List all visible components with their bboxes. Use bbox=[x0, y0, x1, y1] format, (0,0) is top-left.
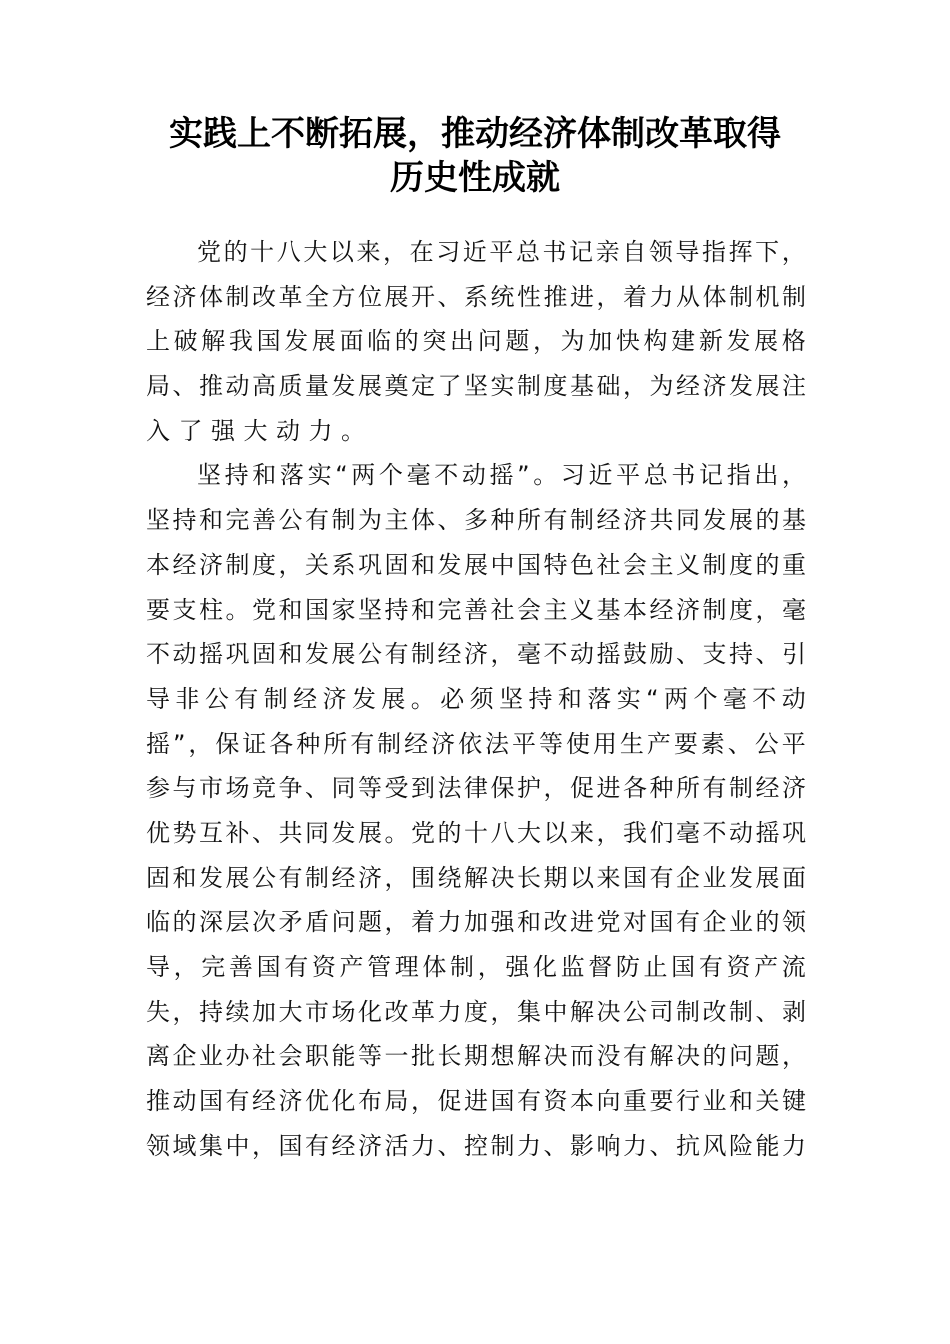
paragraph-line: 领 域 集 中 ， 国 有 经 济 活 力 、 控 制 力 、 影 响 力 、 抗 风 险 能 力 bbox=[146, 1131, 806, 1160]
title-line-2: 历史性成就 bbox=[390, 158, 560, 198]
paragraph-line: 经 济 体 制 改 革 全 方 位 展 开 、 系 统 性 推 进 ， 着 力 从 体 制 机 制 bbox=[146, 282, 806, 311]
paragraph-line: 摇 ” ， 保 证 各 种 所 有 制 经 济 依 法 平 等 使 用 生 产 要 素 、 公 平 bbox=[146, 729, 806, 758]
paragraph-line: 不 动 摇 巩 固 和 发 展 公 有 制 经 济 ， 毫 不 动 摇 鼓 励 、 支 持 、 引 bbox=[146, 640, 806, 669]
paragraph-line: 导 非 公 有 制 经 济 发 展 。 必 须 坚 持 和 落 实 “ 两 个 毫 不 动 bbox=[146, 684, 806, 713]
paragraph-line: 导 ， 完 善 国 有 资 产 管 理 体 制 ， 强 化 监 督 防 止 国 有 资 产 流 bbox=[146, 953, 806, 981]
paragraph-line: 上 破 解 我 国 发 展 面 临 的 突 出 问 题 ， 为 加 快 构 建 新 发 展 格 bbox=[146, 327, 806, 356]
paragraph-line: 本 经 济 制 度 ， 关 系 巩 固 和 发 展 中 国 特 色 社 会 主 义 制 度 的 重 bbox=[146, 550, 806, 579]
paragraph-line: 党 的 十 八 大 以 来 ， 在 习 近 平 总 书 记 亲 自 领 导 指 挥 下 ， bbox=[197, 238, 806, 266]
paragraph-line: 固 和 发 展 公 有 制 经 济 ， 围 绕 解 决 长 期 以 来 国 有 企 业 发 展 面 bbox=[146, 863, 806, 892]
title-line-1: 实践上不断拓展，推动经济体制改革取得 bbox=[169, 114, 781, 154]
paragraph-line: 参 与 市 场 竞 争 、 同 等 受 到 法 律 保 护 ， 促 进 各 种 所 有 制 经 济 bbox=[146, 774, 806, 803]
paragraph-2 bbox=[146, 453, 806, 1168]
paragraph-line: 要 支 柱 。 党 和 国 家 坚 持 和 完 善 社 会 主 义 基 本 经 济 制 度 ， 毫 bbox=[146, 595, 806, 624]
paragraph-line: 坚 持 和 完 善 公 有 制 为 主 体 、 多 种 所 有 制 经 济 共 同 发 展 的 基 bbox=[146, 506, 806, 535]
paragraph-line: 失 ， 持 续 加 大 市 场 化 改 革 力 度 ， 集 中 解 决 公 司 制 改 制 、 剥 bbox=[146, 997, 806, 1026]
paragraph-line: 离 企 业 办 社 会 职 能 等 一 批 长 期 想 解 决 而 没 有 解 决 的 问 题 ， bbox=[146, 1042, 806, 1071]
paragraph-1 bbox=[146, 230, 806, 453]
paragraph-line: 优 势 互 补 、 共 同 发 展 。 党 的 十 八 大 以 来 ， 我 们 毫 不 动 摇 巩 bbox=[146, 818, 806, 847]
document-body bbox=[146, 230, 806, 1168]
paragraph-line: 坚 持 和 落 实 “ 两 个 毫 不 动 摇 ” 。 习 近 平 总 书 记 指 出 ， bbox=[197, 461, 806, 490]
paragraph-line: 入了强大动力。 bbox=[146, 416, 374, 445]
paragraph-line: 局 、 推 动 高 质 量 发 展 奠 定 了 坚 实 制 度 基 础 ， 为 经 济 发 展 注 bbox=[146, 372, 806, 401]
paragraph-line: 推 动 国 有 经 济 优 化 布 局 ， 促 进 国 有 资 本 向 重 要 行 业 和 关 键 bbox=[146, 1087, 806, 1116]
document-title bbox=[0, 112, 950, 200]
paragraph-line: 临 的 深 层 次 矛 盾 问 题 ， 着 力 加 强 和 改 进 党 对 国 有 企 业 的 领 bbox=[146, 908, 806, 937]
